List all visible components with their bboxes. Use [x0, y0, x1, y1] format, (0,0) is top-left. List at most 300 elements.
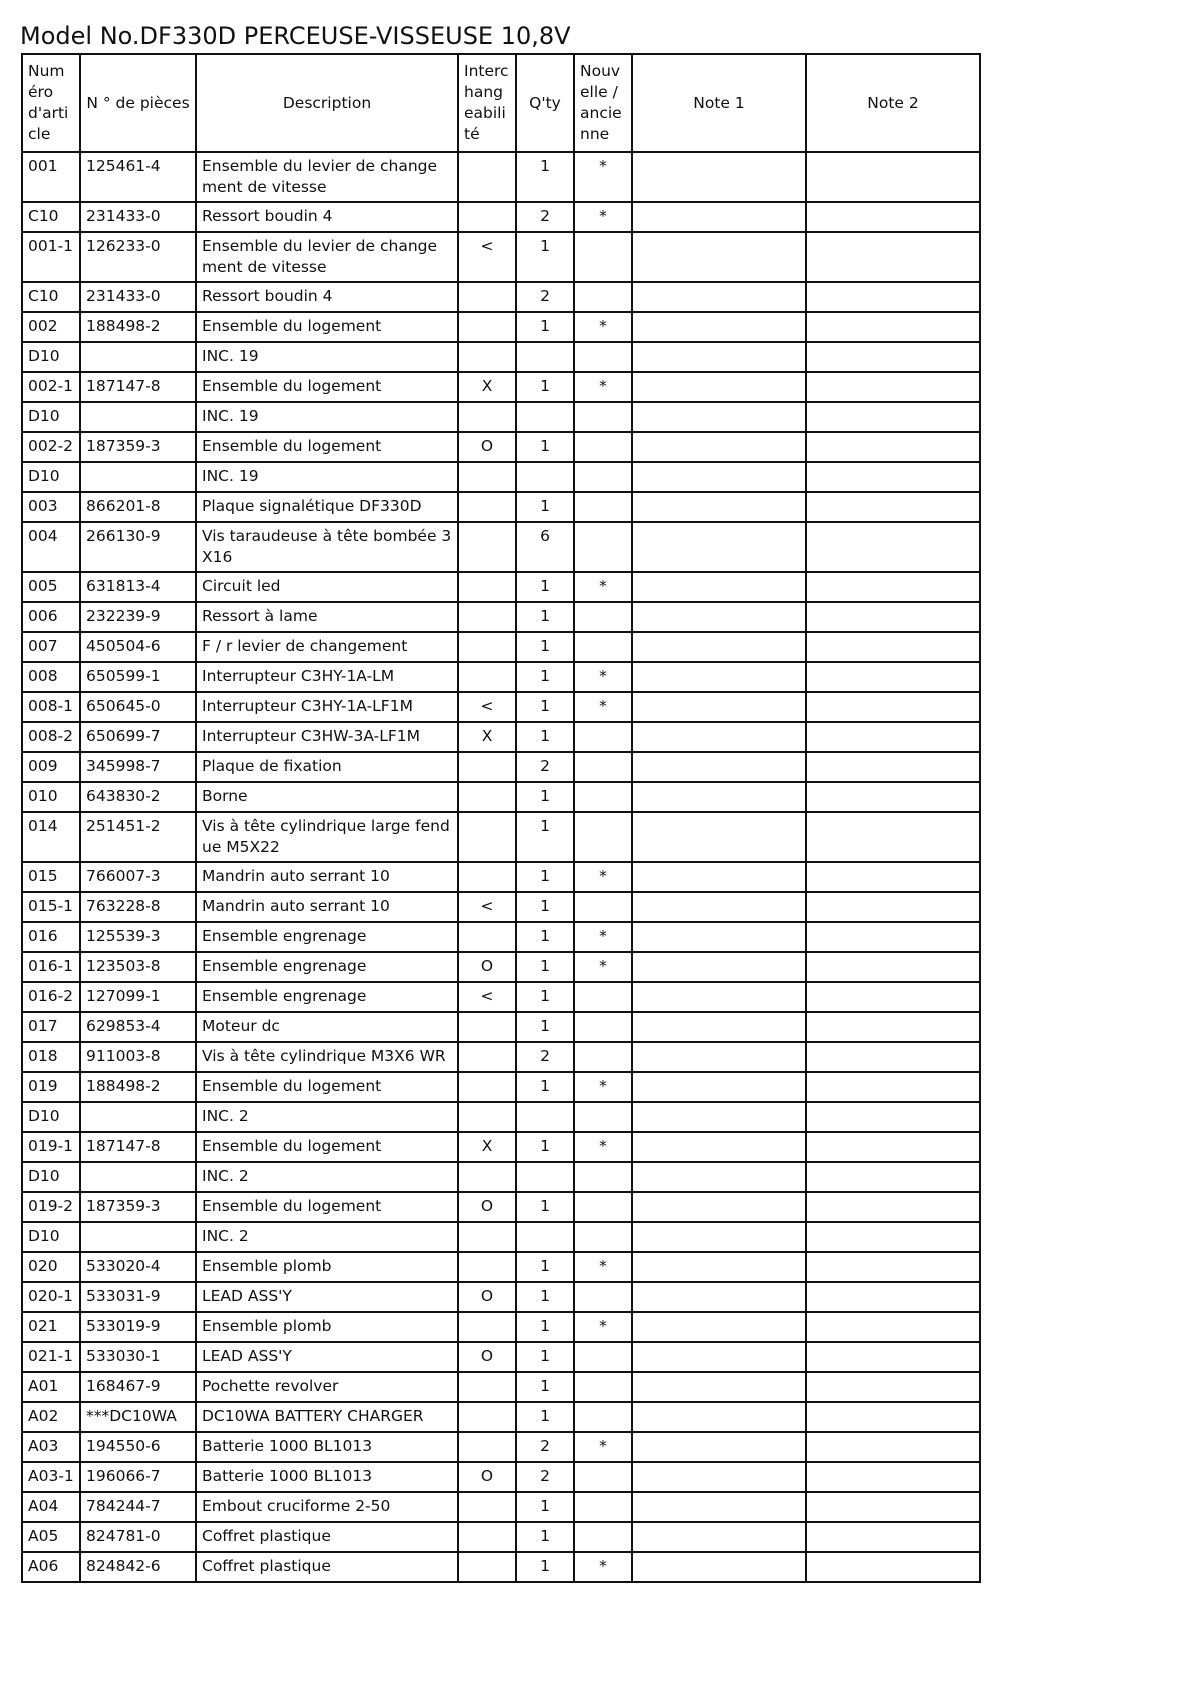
cell-note-1 [632, 862, 806, 892]
cell-description: Interrupteur C3HY-1A-LM [196, 662, 458, 692]
cell-item-number: 016 [22, 922, 80, 952]
cell-new-old [574, 1222, 632, 1252]
table-row [22, 202, 980, 232]
cell-note-1 [632, 1072, 806, 1102]
cell-note-1 [632, 492, 806, 522]
cell-interchangeability [458, 1102, 516, 1132]
table-row [22, 152, 980, 202]
cell-interchangeability: < [458, 892, 516, 922]
cell-quantity: 1 [516, 1312, 574, 1342]
header-interchangeability: Interchangeabilité [458, 54, 516, 152]
cell-new-old [574, 782, 632, 812]
cell-note-2 [806, 572, 980, 602]
cell-part-number [80, 1222, 196, 1252]
cell-item-number: C10 [22, 282, 80, 312]
page-title: Model No.DF330D PERCEUSE-VISSEUSE 10,8V [20, 22, 571, 50]
cell-part-number: 266130-9 [80, 522, 196, 572]
table-row [22, 1312, 980, 1342]
cell-note-2 [806, 1492, 980, 1522]
cell-interchangeability [458, 1522, 516, 1552]
table-row [22, 1102, 980, 1132]
cell-item-number: 015-1 [22, 892, 80, 922]
cell-new-old [574, 892, 632, 922]
cell-note-1 [632, 1312, 806, 1342]
cell-part-number: 125461-4 [80, 152, 196, 202]
table-row [22, 922, 980, 952]
cell-interchangeability [458, 1252, 516, 1282]
cell-quantity [516, 1102, 574, 1132]
cell-interchangeability: < [458, 982, 516, 1012]
table-row [22, 232, 980, 282]
cell-interchangeability [458, 602, 516, 632]
cell-interchangeability [458, 282, 516, 312]
cell-note-1 [632, 202, 806, 232]
cell-interchangeability: O [458, 1462, 516, 1492]
table-row [22, 312, 980, 342]
cell-description: INC. 2 [196, 1222, 458, 1252]
cell-note-2 [806, 232, 980, 282]
cell-part-number: 631813-4 [80, 572, 196, 602]
cell-quantity: 1 [516, 862, 574, 892]
cell-item-number: C10 [22, 202, 80, 232]
cell-quantity: 1 [516, 892, 574, 922]
cell-interchangeability [458, 492, 516, 522]
cell-new-old: * [574, 692, 632, 722]
cell-description: Ensemble engrenage [196, 952, 458, 982]
cell-part-number: 187359-3 [80, 1192, 196, 1222]
cell-note-2 [806, 462, 980, 492]
cell-quantity: 1 [516, 312, 574, 342]
cell-note-2 [806, 752, 980, 782]
table-row [22, 1402, 980, 1432]
cell-new-old [574, 492, 632, 522]
cell-quantity: 1 [516, 1072, 574, 1102]
table-row [22, 1192, 980, 1222]
cell-description: Mandrin auto serrant 10 [196, 862, 458, 892]
table-row [22, 1432, 980, 1462]
cell-note-2 [806, 1042, 980, 1072]
cell-new-old: * [574, 1432, 632, 1462]
cell-interchangeability [458, 862, 516, 892]
cell-part-number: 533019-9 [80, 1312, 196, 1342]
cell-description: INC. 19 [196, 462, 458, 492]
cell-note-2 [806, 1132, 980, 1162]
cell-item-number: 008 [22, 662, 80, 692]
cell-note-1 [632, 372, 806, 402]
cell-part-number: 643830-2 [80, 782, 196, 812]
cell-description: Ensemble du logement [196, 372, 458, 402]
cell-new-old [574, 1492, 632, 1522]
cell-interchangeability [458, 782, 516, 812]
header-part-number: N ° de pièces [80, 54, 196, 152]
cell-item-number: 019 [22, 1072, 80, 1102]
cell-quantity: 2 [516, 1462, 574, 1492]
table-row [22, 1522, 980, 1552]
table-row [22, 492, 980, 522]
cell-note-1 [632, 432, 806, 462]
cell-new-old: * [574, 1252, 632, 1282]
cell-note-2 [806, 432, 980, 462]
cell-item-number: 018 [22, 1042, 80, 1072]
cell-interchangeability: O [458, 1192, 516, 1222]
table-row [22, 522, 980, 572]
cell-note-1 [632, 632, 806, 662]
cell-part-number: 194550-6 [80, 1432, 196, 1462]
cell-note-1 [632, 1342, 806, 1372]
cell-part-number: 650645-0 [80, 692, 196, 722]
cell-new-old: * [574, 572, 632, 602]
table-row [22, 632, 980, 662]
cell-new-old [574, 1162, 632, 1192]
table-row [22, 982, 980, 1012]
cell-description: Ensemble du logement [196, 312, 458, 342]
table-row [22, 892, 980, 922]
cell-note-1 [632, 462, 806, 492]
table-row [22, 432, 980, 462]
table-row [22, 1462, 980, 1492]
cell-item-number: D10 [22, 1102, 80, 1132]
cell-note-2 [806, 522, 980, 572]
cell-quantity: 1 [516, 1522, 574, 1552]
cell-new-old [574, 282, 632, 312]
cell-quantity: 1 [516, 152, 574, 202]
table-row [22, 952, 980, 982]
cell-interchangeability: O [458, 1342, 516, 1372]
cell-note-2 [806, 602, 980, 632]
cell-quantity: 1 [516, 602, 574, 632]
cell-quantity: 1 [516, 982, 574, 1012]
table-row [22, 662, 980, 692]
cell-new-old [574, 232, 632, 282]
cell-note-2 [806, 1012, 980, 1042]
cell-item-number: A05 [22, 1522, 80, 1552]
cell-interchangeability [458, 1432, 516, 1462]
table-row [22, 602, 980, 632]
cell-part-number [80, 402, 196, 432]
cell-interchangeability: O [458, 432, 516, 462]
table-row [22, 1132, 980, 1162]
cell-note-2 [806, 1162, 980, 1192]
parts-table-body [22, 152, 980, 1582]
cell-description: Mandrin auto serrant 10 [196, 892, 458, 922]
cell-note-1 [632, 152, 806, 202]
cell-quantity: 1 [516, 372, 574, 402]
cell-note-1 [632, 752, 806, 782]
cell-new-old [574, 1372, 632, 1402]
cell-part-number: 196066-7 [80, 1462, 196, 1492]
cell-quantity: 1 [516, 1372, 574, 1402]
table-row [22, 462, 980, 492]
cell-quantity [516, 1222, 574, 1252]
cell-item-number: D10 [22, 402, 80, 432]
cell-part-number: 251451-2 [80, 812, 196, 862]
cell-note-2 [806, 892, 980, 922]
cell-item-number: 021-1 [22, 1342, 80, 1372]
cell-note-2 [806, 402, 980, 432]
cell-new-old [574, 1042, 632, 1072]
cell-interchangeability: X [458, 1132, 516, 1162]
cell-note-1 [632, 572, 806, 602]
cell-description: Ensemble du logement [196, 432, 458, 462]
table-row [22, 1042, 980, 1072]
cell-description: Circuit led [196, 572, 458, 602]
cell-note-2 [806, 1102, 980, 1132]
cell-quantity: 1 [516, 1402, 574, 1432]
cell-interchangeability [458, 342, 516, 372]
cell-quantity: 1 [516, 1492, 574, 1522]
cell-part-number: 123503-8 [80, 952, 196, 982]
cell-interchangeability [458, 1222, 516, 1252]
cell-quantity: 1 [516, 922, 574, 952]
cell-item-number: A02 [22, 1402, 80, 1432]
cell-item-number: 019-1 [22, 1132, 80, 1162]
cell-note-1 [632, 1132, 806, 1162]
table-row [22, 402, 980, 432]
cell-quantity: 2 [516, 202, 574, 232]
cell-note-1 [632, 1492, 806, 1522]
cell-note-2 [806, 632, 980, 662]
cell-description: Borne [196, 782, 458, 812]
cell-new-old: * [574, 1312, 632, 1342]
cell-note-1 [632, 1402, 806, 1432]
cell-part-number: 345998-7 [80, 752, 196, 782]
cell-quantity: 1 [516, 1342, 574, 1372]
cell-interchangeability [458, 152, 516, 202]
cell-note-1 [632, 1222, 806, 1252]
cell-description: Ensemble du levier de changement de vitesse [196, 152, 458, 202]
cell-note-2 [806, 692, 980, 722]
table-row [22, 1372, 980, 1402]
cell-item-number: 015 [22, 862, 80, 892]
cell-item-number: 003 [22, 492, 80, 522]
cell-item-number: D10 [22, 462, 80, 492]
cell-item-number: 001 [22, 152, 80, 202]
cell-note-1 [632, 1282, 806, 1312]
cell-part-number: 187359-3 [80, 432, 196, 462]
cell-new-old [574, 1192, 632, 1222]
header-quantity: Q'ty [516, 54, 574, 152]
cell-item-number: A03-1 [22, 1462, 80, 1492]
cell-quantity [516, 462, 574, 492]
header-note-1: Note 1 [632, 54, 806, 152]
cell-interchangeability [458, 402, 516, 432]
cell-part-number: 533030-1 [80, 1342, 196, 1372]
cell-new-old [574, 982, 632, 1012]
cell-note-2 [806, 282, 980, 312]
cell-item-number: 010 [22, 782, 80, 812]
cell-interchangeability: < [458, 232, 516, 282]
cell-quantity: 1 [516, 782, 574, 812]
cell-new-old: * [574, 152, 632, 202]
cell-description: Coffret plastique [196, 1552, 458, 1582]
cell-interchangeability: X [458, 372, 516, 402]
cell-quantity: 2 [516, 752, 574, 782]
cell-part-number [80, 342, 196, 372]
cell-note-1 [632, 282, 806, 312]
table-row [22, 1282, 980, 1312]
cell-interchangeability [458, 1072, 516, 1102]
cell-note-2 [806, 982, 980, 1012]
table-row [22, 1342, 980, 1372]
cell-interchangeability [458, 662, 516, 692]
table-row [22, 372, 980, 402]
cell-new-old [574, 522, 632, 572]
cell-quantity: 1 [516, 1132, 574, 1162]
cell-interchangeability [458, 572, 516, 602]
cell-new-old: * [574, 862, 632, 892]
cell-note-2 [806, 1342, 980, 1372]
cell-part-number: 168467-9 [80, 1372, 196, 1402]
cell-quantity: 2 [516, 1432, 574, 1462]
cell-quantity: 1 [516, 1552, 574, 1582]
cell-item-number: A06 [22, 1552, 80, 1582]
cell-note-2 [806, 782, 980, 812]
cell-interchangeability: O [458, 952, 516, 982]
cell-item-number: A04 [22, 1492, 80, 1522]
cell-description: Vis taraudeuse à tête bombée 3X16 [196, 522, 458, 572]
cell-new-old: * [574, 372, 632, 402]
table-row [22, 862, 980, 892]
cell-new-old [574, 752, 632, 782]
cell-quantity [516, 1162, 574, 1192]
cell-note-1 [632, 1372, 806, 1402]
cell-new-old [574, 402, 632, 432]
cell-note-2 [806, 1252, 980, 1282]
cell-note-1 [632, 1252, 806, 1282]
cell-description: INC. 2 [196, 1162, 458, 1192]
cell-note-1 [632, 1102, 806, 1132]
cell-note-2 [806, 1072, 980, 1102]
cell-note-2 [806, 152, 980, 202]
cell-note-2 [806, 1192, 980, 1222]
cell-note-1 [632, 952, 806, 982]
cell-item-number: A01 [22, 1372, 80, 1402]
cell-part-number: 911003-8 [80, 1042, 196, 1072]
table-row [22, 1492, 980, 1522]
cell-note-2 [806, 952, 980, 982]
cell-quantity: 1 [516, 232, 574, 282]
cell-new-old: * [574, 662, 632, 692]
cell-note-1 [632, 892, 806, 922]
cell-part-number: 824781-0 [80, 1522, 196, 1552]
cell-quantity: 1 [516, 432, 574, 462]
table-row [22, 1252, 980, 1282]
header-row [22, 54, 980, 152]
cell-interchangeability [458, 312, 516, 342]
cell-note-2 [806, 1372, 980, 1402]
cell-item-number: D10 [22, 342, 80, 372]
cell-item-number: 014 [22, 812, 80, 862]
cell-note-2 [806, 1282, 980, 1312]
table-row [22, 1162, 980, 1192]
cell-item-number: 016-1 [22, 952, 80, 982]
cell-interchangeability [458, 1312, 516, 1342]
cell-part-number: 533020-4 [80, 1252, 196, 1282]
cell-quantity: 1 [516, 812, 574, 862]
cell-item-number: 019-2 [22, 1192, 80, 1222]
cell-new-old: * [574, 952, 632, 982]
cell-new-old: * [574, 1072, 632, 1102]
cell-quantity: 1 [516, 1282, 574, 1312]
cell-note-2 [806, 922, 980, 952]
cell-interchangeability: O [458, 1282, 516, 1312]
cell-description: INC. 19 [196, 342, 458, 372]
cell-note-1 [632, 402, 806, 432]
cell-note-2 [806, 812, 980, 862]
cell-part-number [80, 1162, 196, 1192]
cell-note-1 [632, 662, 806, 692]
cell-new-old [574, 602, 632, 632]
cell-description: Interrupteur C3HW-3A-LF1M [196, 722, 458, 752]
cell-description: F / r levier de changement [196, 632, 458, 662]
cell-description: Ensemble engrenage [196, 922, 458, 952]
cell-description: Coffret plastique [196, 1522, 458, 1552]
cell-interchangeability [458, 1042, 516, 1072]
cell-note-2 [806, 1222, 980, 1252]
cell-quantity: 2 [516, 282, 574, 312]
cell-description: Batterie 1000 BL1013 [196, 1432, 458, 1462]
cell-item-number: 005 [22, 572, 80, 602]
cell-description: Pochette revolver [196, 1372, 458, 1402]
cell-note-2 [806, 312, 980, 342]
cell-new-old [574, 432, 632, 462]
cell-item-number: A03 [22, 1432, 80, 1462]
cell-part-number: 187147-8 [80, 1132, 196, 1162]
cell-note-1 [632, 812, 806, 862]
cell-quantity: 6 [516, 522, 574, 572]
cell-description: Plaque signalétique DF330D [196, 492, 458, 522]
table-row [22, 342, 980, 372]
cell-note-1 [632, 922, 806, 952]
cell-item-number: 016-2 [22, 982, 80, 1012]
cell-note-2 [806, 862, 980, 892]
cell-quantity: 1 [516, 1192, 574, 1222]
header-new-old: Nouvelle / ancienne [574, 54, 632, 152]
cell-note-1 [632, 722, 806, 752]
cell-part-number: 763228-8 [80, 892, 196, 922]
cell-note-1 [632, 232, 806, 282]
cell-part-number: 784244-7 [80, 1492, 196, 1522]
cell-interchangeability [458, 462, 516, 492]
cell-quantity: 1 [516, 492, 574, 522]
cell-item-number: 007 [22, 632, 80, 662]
cell-new-old [574, 812, 632, 862]
cell-item-number: 008-2 [22, 722, 80, 752]
cell-note-1 [632, 982, 806, 1012]
cell-description: Batterie 1000 BL1013 [196, 1462, 458, 1492]
cell-interchangeability [458, 632, 516, 662]
cell-item-number: 020 [22, 1252, 80, 1282]
cell-part-number: 188498-2 [80, 1072, 196, 1102]
cell-part-number [80, 1102, 196, 1132]
cell-description: Ensemble plomb [196, 1312, 458, 1342]
cell-part-number: 127099-1 [80, 982, 196, 1012]
cell-item-number: D10 [22, 1162, 80, 1192]
cell-note-1 [632, 1462, 806, 1492]
cell-quantity: 1 [516, 1012, 574, 1042]
cell-note-1 [632, 1162, 806, 1192]
cell-description: Ensemble du logement [196, 1192, 458, 1222]
cell-part-number: 650699-7 [80, 722, 196, 752]
cell-description: Vis à tête cylindrique large fendue M5X22 [196, 812, 458, 862]
cell-note-2 [806, 1402, 980, 1432]
cell-part-number: 824842-6 [80, 1552, 196, 1582]
cell-note-1 [632, 342, 806, 372]
cell-item-number: 017 [22, 1012, 80, 1042]
table-row [22, 692, 980, 722]
cell-item-number: 001-1 [22, 232, 80, 282]
cell-interchangeability [458, 522, 516, 572]
